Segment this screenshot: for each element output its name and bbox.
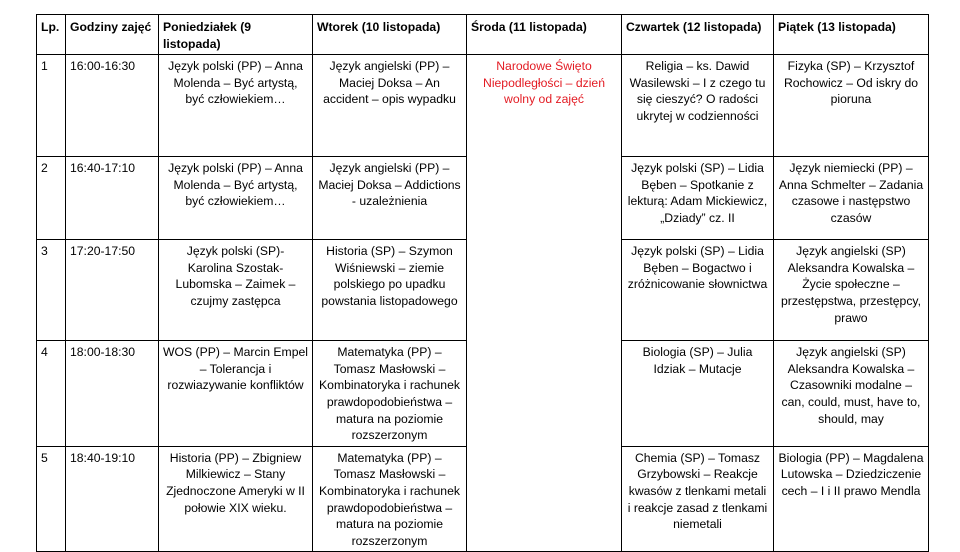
monday-lesson: Język polski (PP) – Anna Molenda – Być artystą, być człowiekiem… [159,55,313,157]
row-time: 18:00-18:30 [66,341,159,447]
header-row [37,15,929,55]
row-time: 16:40-17:10 [66,157,159,240]
thursday-lesson: Język polski (SP) – Lidia Bęben – Bogactwo i zróżnicowanie słownictwa [622,240,774,341]
monday-lesson: Język polski (SP)- Karolina Szostak-Lubomska – Zaimek – czujmy zastępca [159,240,313,341]
row-number: 2 [37,157,66,240]
tuesday-lesson: Historia (SP) – Szymon Wiśniewski – ziemie polskiego po upadku powstania listopadowego [313,240,467,341]
friday-lesson: Fizyka (SP) – Krzysztof Rochowicz – Od iskry do pioruna [774,55,929,157]
tuesday-lesson: Matematyka (PP) – Tomasz Masłowski – Kombinatoryka i rachunek prawdopodobieństwa – matura na poziomie rozszerzonym [313,446,467,552]
row-number: 4 [37,341,66,447]
row-number: 5 [37,446,66,552]
header-friday: Piątek (13 listopada) [774,15,929,55]
tuesday-lesson: Język angielski (PP) – Maciej Doksa – An accident – opis wypadku [313,55,467,157]
thursday-lesson: Język polski (SP) – Lidia Bęben – Spotkanie z lekturą: Adam Mickiewicz, „Dziady” cz. II [622,157,774,240]
friday-lesson: Język angielski (SP) Aleksandra Kowalska – Czasowniki modalne – can, could, must, have to, should, may [774,341,929,447]
row-time: 16:00-16:30 [66,55,159,157]
tuesday-lesson: Język angielski (PP) – Maciej Doksa – Addictions - uzależnienia [313,157,467,240]
schedule-table [36,14,929,552]
thursday-lesson: Biologia (SP) – Julia Idziak – Mutacje [622,341,774,447]
header-monday: Poniedziałek (9 listopada) [159,15,313,55]
row-number: 3 [37,240,66,341]
row-number: 1 [37,55,66,157]
friday-lesson: Język angielski (SP) Aleksandra Kowalska – Życie społeczne – przestępstwa, przestępcy, prawo [774,240,929,341]
header-tuesday: Wtorek (10 listopada) [313,15,467,55]
header-thursday: Czwartek (12 listopada) [622,15,774,55]
row-time: 18:40-19:10 [66,446,159,552]
header-hours: Godziny zajęć [66,15,159,55]
monday-lesson: Historia (PP) – Zbigniew Milkiewicz – Stany Zjednoczone Ameryki w II połowie XIX wieku. [159,446,313,552]
tuesday-lesson: Matematyka (PP) – Tomasz Masłowski – Kombinatoryka i rachunek prawdopodobieństwa – matura na poziomie rozszerzonym [313,341,467,447]
monday-lesson: WOS (PP) – Marcin Empel – Tolerancja i rozwiazywanie konfliktów [159,341,313,447]
holiday-notice: Narodowe Święto Niepodległości – dzień wolny od zajęć [467,55,622,552]
header-lp: Lp. [37,15,66,55]
header-wednesday: Środa (11 listopada) [467,15,622,55]
thursday-lesson: Chemia (SP) – Tomasz Grzybowski – Reakcje kwasów z tlenkami metali i reakcje zasad z tlenkami niemetali [622,446,774,552]
schedule-page [36,14,929,552]
monday-lesson: Język polski (PP) – Anna Molenda – Być artystą, być człowiekiem… [159,157,313,240]
row-time: 17:20-17:50 [66,240,159,341]
friday-lesson: Język niemiecki (PP) – Anna Schmelter – Zadania czasowe i następstwo czasów [774,157,929,240]
table-row [37,55,929,157]
thursday-lesson: Religia – ks. Dawid Wasilewski – I z czego tu się cieszyć? O radości ukrytej w codzienności [622,55,774,157]
friday-lesson: Biologia (PP) – Magdalena Lutowska – Dziedziczenie cech – I i II prawo Mendla [774,446,929,552]
